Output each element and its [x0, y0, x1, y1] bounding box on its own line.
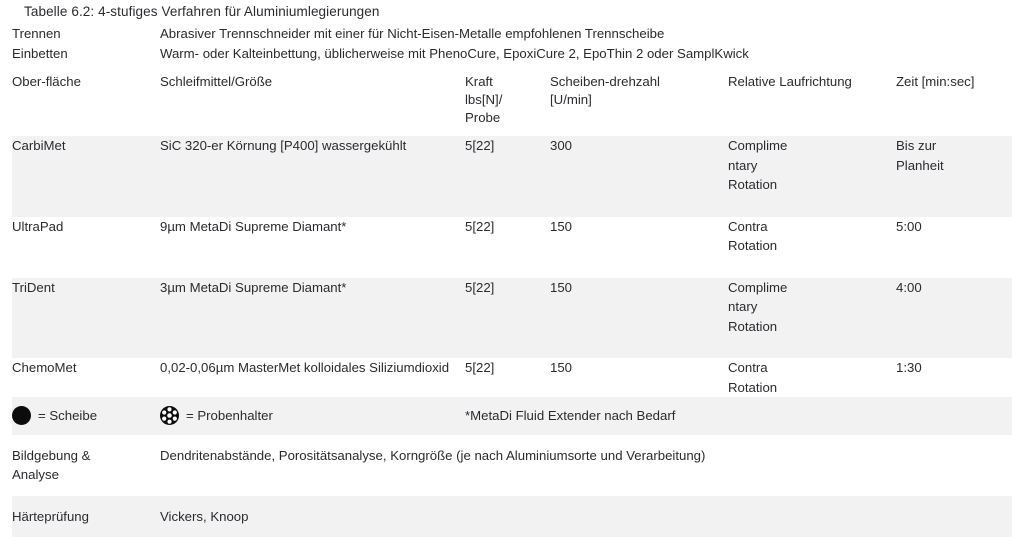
cell-direction-line3: Rotation [728, 317, 896, 337]
table-row-einbetten [12, 44, 1012, 64]
footer-label-line1: Bildgebung & [12, 446, 160, 466]
header-time: Zeit [min:sec] [896, 63, 1012, 136]
step-value-einbetten: Warm- oder Kalteinbettung, üblicherweise mit PhenoCure, EpoxiCure 2, EpoThin 2 oder SamplKwick [160, 44, 1012, 64]
table-row-haerteprufung [12, 496, 1012, 537]
cell-direction-line1: Complime [728, 136, 896, 156]
specimen-holder-icon [160, 406, 179, 425]
footer-label-line2: Analyse [12, 465, 160, 485]
step-label-einbetten: Einbetten [12, 44, 160, 64]
cell-direction-line2: ntary [728, 297, 896, 317]
cell-time: 1:30 [896, 358, 1012, 397]
header-force-line3: Probe [465, 109, 550, 127]
cell-speed: 150 [550, 278, 728, 359]
cell-abrasive: 9µm MetaDi Supreme Diamant* [160, 217, 465, 278]
legend-row [12, 397, 1012, 435]
step-label-trennen: Trennen [12, 24, 160, 44]
cell-direction [728, 278, 896, 359]
cell-direction [728, 358, 896, 397]
cell-force: 5[22] [465, 136, 550, 217]
cell-direction-line2: Rotation [728, 236, 896, 256]
step-value-trennen: Abrasiver Trennschneider mit einer für Nicht-Eisen-Metalle empfohlenen Trennscheibe [160, 24, 1012, 44]
cell-direction-line1: Contra [728, 217, 896, 237]
cell-direction-line3: Rotation [728, 175, 896, 195]
header-force [465, 63, 550, 136]
cell-time-line2: Planheit [896, 156, 1012, 176]
cell-time: 5:00 [896, 217, 1012, 278]
cell-time: 4:00 [896, 278, 1012, 359]
cell-force: 5[22] [465, 217, 550, 278]
legend-holder-label: = Probenhalter [186, 406, 273, 426]
cell-abrasive: SiC 320-er Körnung [P400] wassergekühlt [160, 136, 465, 217]
cell-abrasive: 3µm MetaDi Supreme Diamant* [160, 278, 465, 359]
preparation-method-table [12, 24, 1012, 537]
footer-label-bildgebung [12, 435, 160, 496]
cell-abrasive: 0,02-0,06µm MasterMet kolloidales Siliziumdioxid [160, 358, 465, 397]
header-surface: Ober-fläche [12, 63, 160, 136]
header-force-line1: Kraft [465, 73, 550, 91]
cell-surface: UltraPad [12, 217, 160, 278]
cell-time-line1: Bis zur [896, 136, 1012, 156]
cell-surface: ChemoMet [12, 358, 160, 397]
legend-disc [12, 397, 160, 435]
header-speed-line1: Scheiben-drehzahl [550, 73, 728, 91]
cell-direction-line2: ntary [728, 156, 896, 176]
cell-direction-line2: Rotation [728, 378, 896, 398]
table-row [12, 278, 1012, 359]
cell-direction-line1: Contra [728, 358, 896, 378]
legend-holder [160, 397, 465, 435]
table-row-bildgebung [12, 435, 1012, 496]
cell-surface: TriDent [12, 278, 160, 359]
header-abrasive: Schleifmittel/Größe [160, 63, 465, 136]
table-header-row [12, 63, 1012, 136]
header-force-line2: lbs[N]/ [465, 91, 550, 109]
legend-disc-label: = Scheibe [38, 406, 97, 426]
legend-footnote: *MetaDi Fluid Extender nach Bedarf [465, 397, 1012, 435]
header-direction: Relative Laufrichtung [728, 63, 896, 136]
table-row [12, 358, 1012, 397]
table-row [12, 217, 1012, 278]
cell-force: 5[22] [465, 358, 550, 397]
filled-circle-icon [12, 406, 31, 425]
cell-time [896, 136, 1012, 217]
cell-surface: CarbiMet [12, 136, 160, 217]
table-caption: Tabelle 6.2: 4-stufiges Verfahren für Aluminiumlegierungen [24, 3, 380, 21]
table-row-trennen [12, 24, 1012, 44]
cell-direction [728, 217, 896, 278]
cell-speed: 300 [550, 136, 728, 217]
footer-value-bildgebung: Dendritenabstände, Porositätsanalyse, Korngröße (je nach Aluminiumsorte und Verarbeitung) [160, 435, 1012, 496]
header-speed [550, 63, 728, 136]
table-row [12, 136, 1012, 217]
footer-value-haerteprufung: Vickers, Knoop [160, 496, 1012, 537]
cell-speed: 150 [550, 358, 728, 397]
cell-force: 5[22] [465, 278, 550, 359]
cell-direction [728, 136, 896, 217]
cell-direction-line1: Complime [728, 278, 896, 298]
cell-speed: 150 [550, 217, 728, 278]
header-speed-line2: [U/min] [550, 91, 728, 109]
footer-label-haerteprufung: Härteprüfung [12, 496, 160, 537]
